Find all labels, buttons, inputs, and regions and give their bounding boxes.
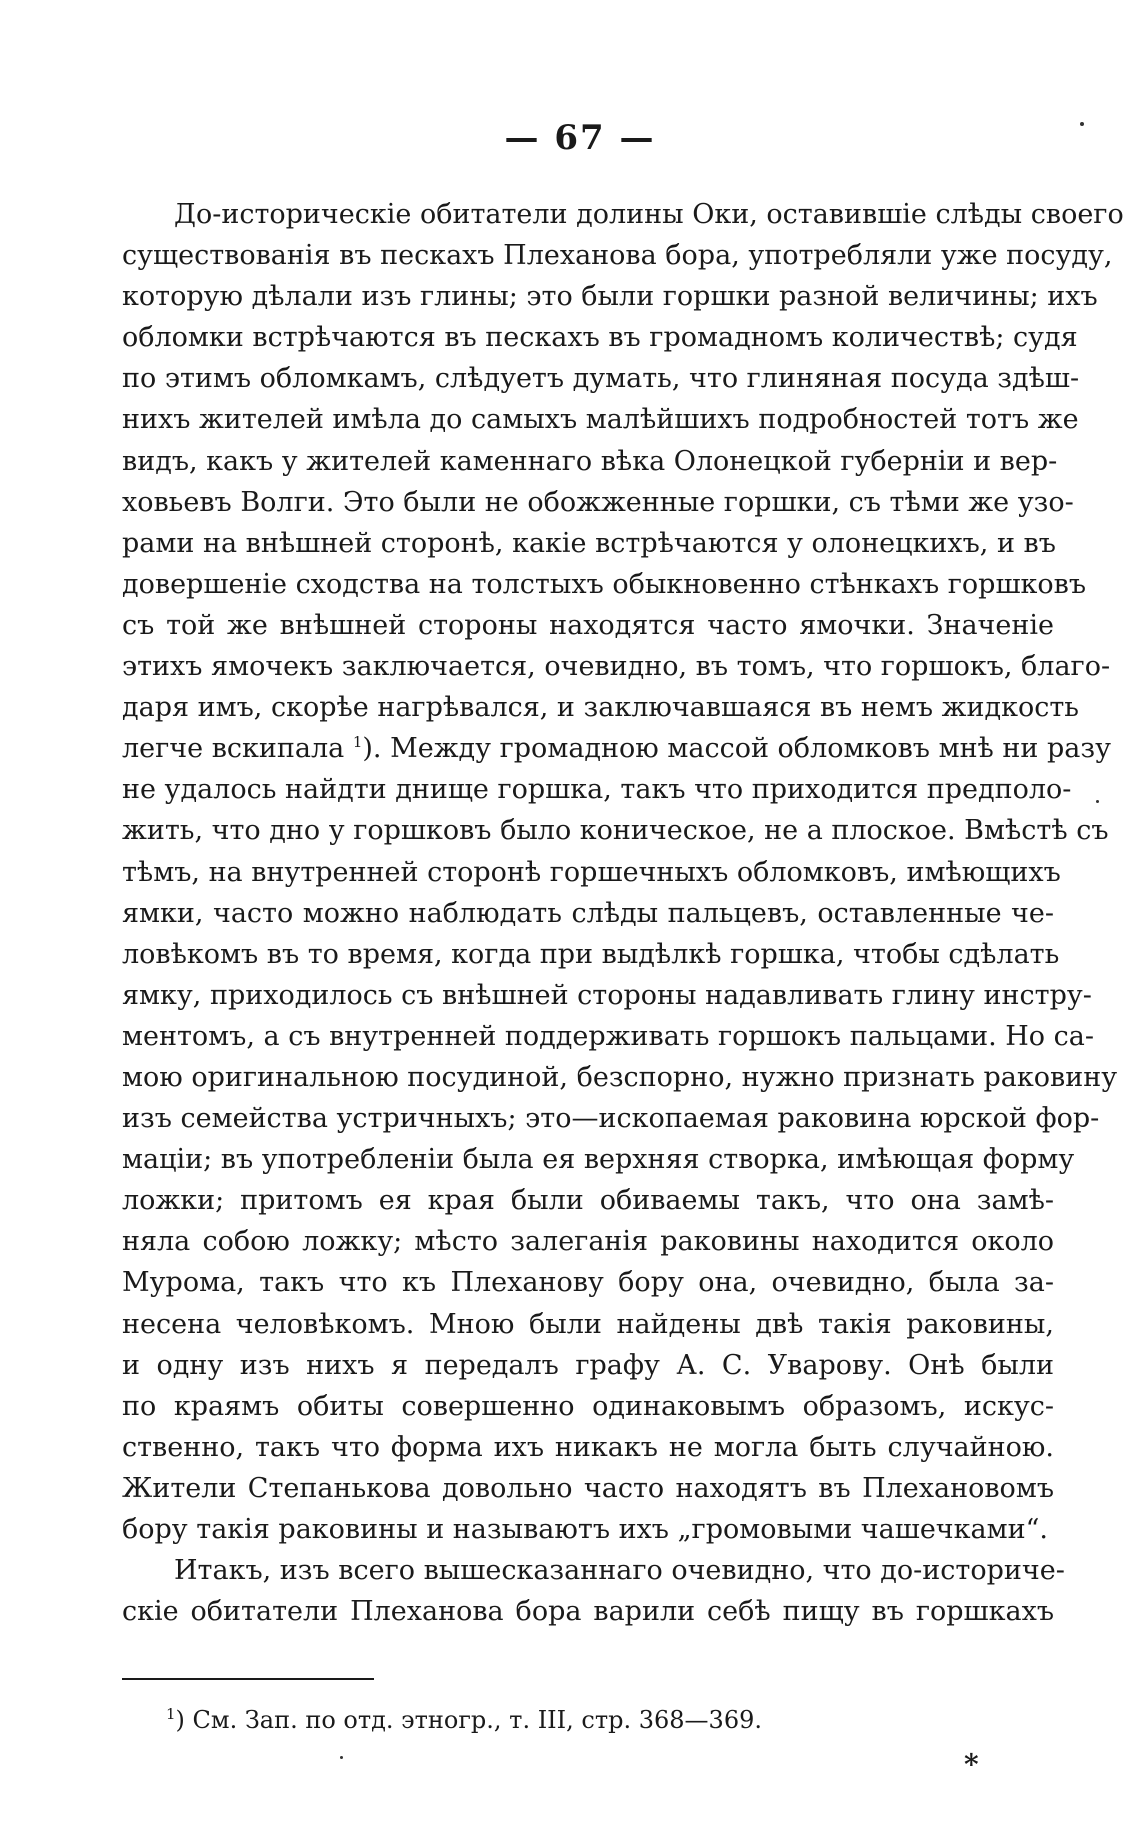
text-line: жить, что дно у горшковъ было коническое, не а плоское. Вмѣстѣ съ xyxy=(122,815,1109,847)
speck-decoration xyxy=(1080,122,1084,126)
text-line: мою оригинальною посудиной, безспорно, нужно признать раковину xyxy=(122,1061,1118,1093)
footnote xyxy=(166,1706,762,1734)
text-line: ложки; притомъ ея края были обиваемы такъ, что она замѣ- xyxy=(122,1185,1054,1217)
text-line: До-историческіе обитатели долины Оки, оставившіе слѣды своего xyxy=(174,199,1124,230)
text-line: няла собою ложку; мѣсто залеганія раковины находится около xyxy=(122,1226,1054,1258)
footnote-divider xyxy=(122,1678,374,1680)
text-line: довершеніе сходства на толстыхъ обыкновенно стѣнкахъ горшковъ xyxy=(122,568,1087,600)
text-line: съ той же внѣшней стороны находятся часто ямочки. Значеніе xyxy=(122,609,1054,641)
footnote-reference[interactable]: 1 xyxy=(352,733,363,752)
paragraph-1 xyxy=(122,194,1124,1550)
text-line: нихъ жителей имѣла до самыхъ малѣйшихъ подробностей тотъ же xyxy=(122,404,1079,436)
text-line: бору такія раковины и называютъ ихъ „громовыми чашечками“. xyxy=(122,1514,1049,1545)
text-line: рами на внѣшней сторонѣ, какіе встрѣчаются у олонецкихъ, и въ xyxy=(122,527,1056,559)
text-line: ственно, такъ что форма ихъ никакъ не могла быть случайною. xyxy=(122,1431,1054,1463)
text-line: тѣмъ, на внутренней сторонѣ горшечныхъ обломковъ, имѣющихъ xyxy=(122,856,1061,888)
text-line: несена человѣкомъ. Мною были найдены двѣ такія раковины, xyxy=(122,1308,1054,1340)
footnote-text: ) См. Зап. по отд. этногр., т. III, стр. 368—369. xyxy=(175,1706,762,1734)
footnote-marker: 1 xyxy=(166,1705,176,1723)
text-line: маціи; въ употребленіи была ея верхняя створка, имѣющая форму xyxy=(122,1144,1075,1176)
text-line: обломки встрѣчаются въ пескахъ въ громадномъ количествѣ; судя xyxy=(122,322,1078,354)
text-line: даря имъ, скорѣе нагрѣвался, и заключавшаяся въ немъ жидкость xyxy=(122,692,1080,724)
text-line: ямки, часто можно наблюдать слѣды пальцевъ, оставленные че- xyxy=(122,897,1054,929)
text-line: существованія въ пескахъ Плеханова бора, употребляли уже посуду, xyxy=(122,240,1113,272)
text-fragment: ). Между громадною массой обломковъ мнѣ ни разу xyxy=(362,733,1111,765)
text-line: по этимъ обломкамъ, слѣдуетъ думать, что глиняная посуда здѣш- xyxy=(122,363,1080,395)
text-line: которую дѣлали изъ глины; это были горшки разной величины; ихъ xyxy=(122,281,1098,313)
text-line-with-footnote xyxy=(122,728,1111,769)
text-line: по краямъ обиты совершенно одинаковымъ образомъ, искус- xyxy=(122,1390,1054,1422)
text-line: не удалось найдти днище горшка, такъ что приходится предполо- xyxy=(122,774,1072,806)
signature-mark: * xyxy=(964,1748,979,1781)
speck-decoration xyxy=(1096,800,1099,803)
text-line: видъ, какъ у жителей каменнаго вѣка Олонецкой губерніи и вер- xyxy=(122,445,1058,477)
text-line: Итакъ, изъ всего вышесказаннаго очевидно, что до-историче- xyxy=(174,1555,1065,1587)
text-line: ловѣкомъ въ то время, когда при выдѣлкѣ горшка, чтобы сдѣлать xyxy=(122,938,1060,970)
text-fragment: легче вскипала xyxy=(122,733,345,765)
paragraph-2 xyxy=(122,1550,1065,1632)
text-line: изъ семейства устричныхъ; это—ископаемая раковина юрской фор- xyxy=(122,1103,1100,1135)
text-line: скіе обитатели Плеханова бора варили себѣ пищу въ горшкахъ xyxy=(122,1596,1054,1628)
page-number: — 67 — xyxy=(504,118,656,158)
body-text xyxy=(122,194,1124,1632)
text-line: этихъ ямочекъ заключается, очевидно, въ томъ, что горшокъ, благо- xyxy=(122,651,1111,683)
text-line: и одну изъ нихъ я передалъ графу А. С. Уварову. Онѣ были xyxy=(122,1349,1054,1381)
text-line: Мурома, такъ что къ Плеханову бору она, очевидно, была за- xyxy=(122,1267,1054,1299)
text-line: ховьевъ Волги. Это были не обожженные горшки, съ тѣми же узо- xyxy=(122,486,1074,518)
text-line: Жители Степанькова довольно часто находятъ въ Плехановомъ xyxy=(122,1472,1054,1504)
text-line: ямку, приходилось съ внѣшней стороны надавливать глину инстру- xyxy=(122,979,1092,1011)
text-line: ментомъ, а съ внутренней поддерживать горшокъ пальцами. Но са- xyxy=(122,1020,1094,1052)
speck-decoration xyxy=(340,1756,343,1759)
